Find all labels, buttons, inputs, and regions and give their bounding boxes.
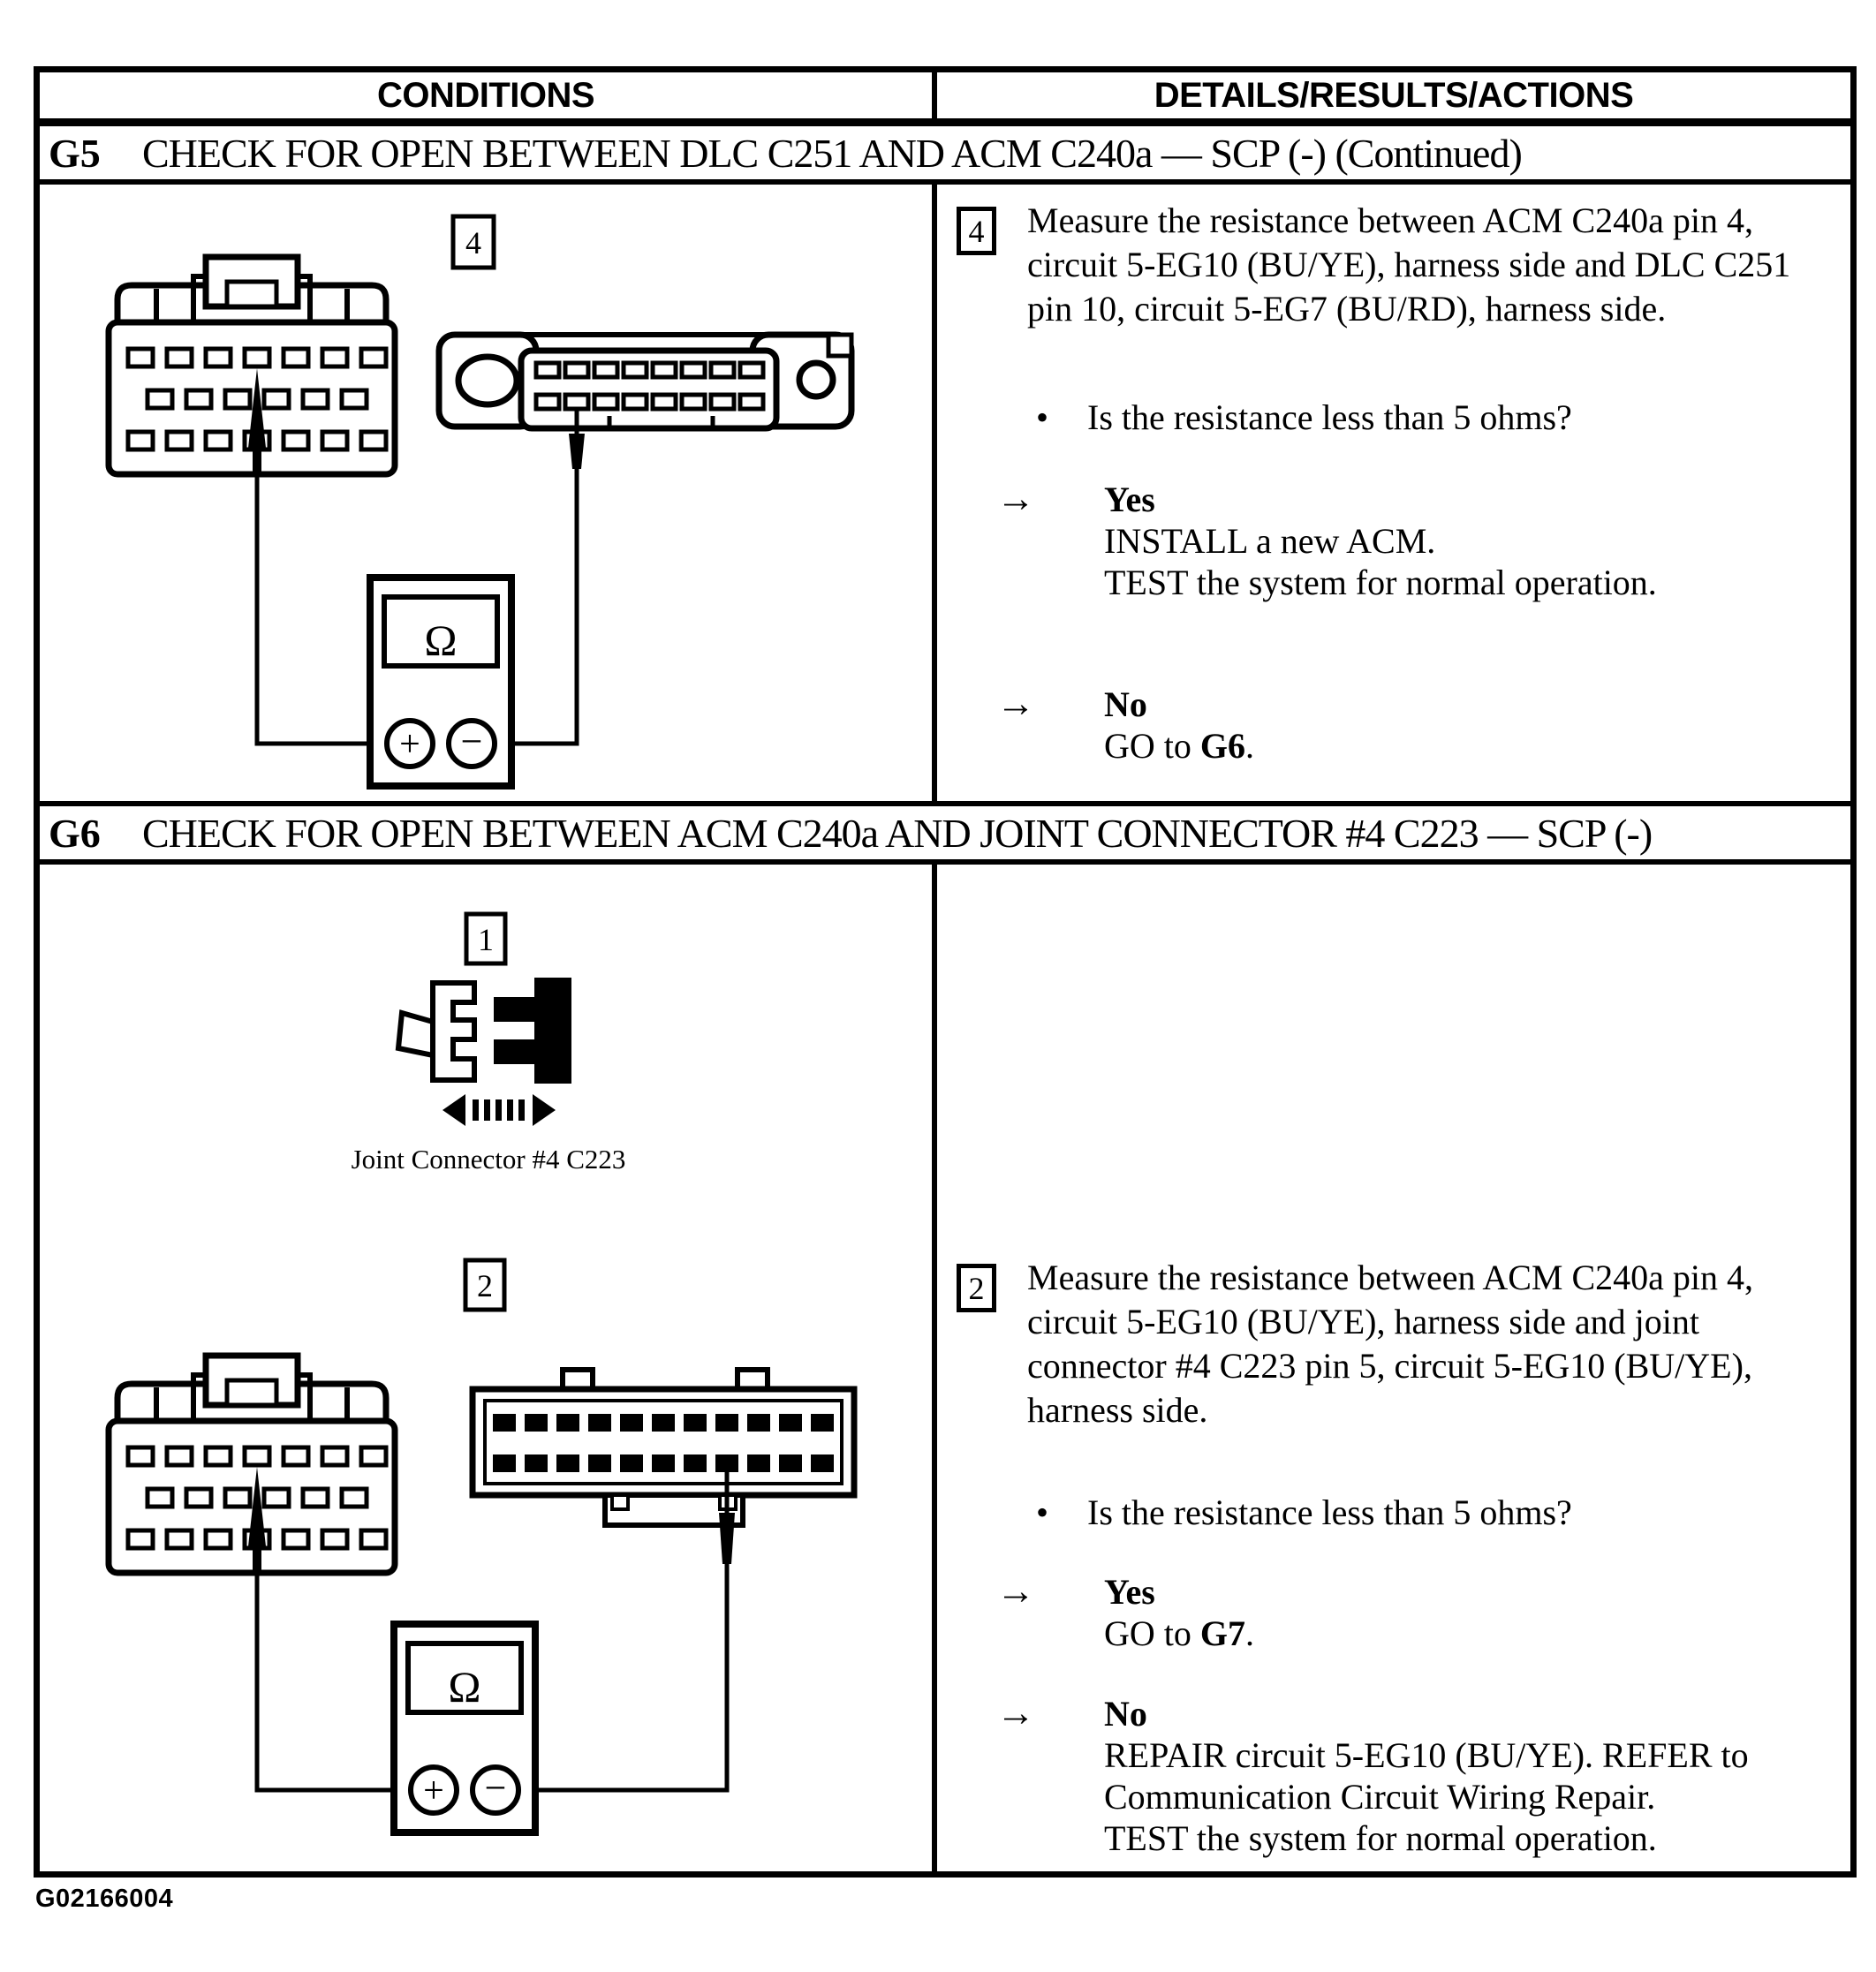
g6-yes-label: Yes	[1104, 1572, 1155, 1612]
arrow-right-icon: →	[996, 1569, 1035, 1613]
g5-conditions-cell	[40, 185, 932, 801]
g5-no-action-line: GO to G6.	[1104, 726, 1255, 766]
g5-step-text: Measure the resistance between ACM C240a pin 4, circuit 5-EG10 (BU/YE), harness side and DLC C251 pin 10, circuit 5-EG7 (BU/RD), harness side.	[1027, 200, 1791, 329]
g5-diagram-step-number: 4	[465, 225, 481, 261]
g6-wiring-diagram	[40, 865, 932, 1871]
g6-content-row	[40, 865, 1850, 1871]
joint-connector-icon	[398, 978, 571, 1126]
g5-go-to-target: G6	[1199, 726, 1246, 766]
joint-connector-caption: Joint Connector #4 C223	[351, 1144, 626, 1175]
g6-question-row	[1036, 1492, 1572, 1533]
g5-yes-action-line: INSTALL a new ACM.	[1104, 521, 1436, 561]
g6-no-branch	[996, 1693, 1749, 1859]
arrow-right-icon: →	[996, 682, 1035, 725]
g5-no-label: No	[1104, 684, 1147, 724]
arrow-right-icon: →	[996, 1691, 1035, 1734]
g6-diagram-step-box	[465, 1260, 504, 1310]
g5-yes-label: Yes	[1104, 480, 1155, 519]
g5-question-row	[1036, 397, 1572, 438]
bullet-icon: •	[1036, 397, 1049, 437]
g5-no-branch	[996, 684, 1254, 767]
g6-step-text: Measure the resistance between ACM C240a pin 4, circuit 5-EG10 (BU/YE), harness side and joint connector #4 C223 pin 5, circuit 5-EG10 (BU/YE), harness side.	[1027, 1258, 1754, 1430]
g6-no-label: No	[1104, 1694, 1147, 1734]
g6-yes-branch	[996, 1571, 1254, 1654]
g5-yes-action-line: TEST the system for normal operation.	[1104, 563, 1657, 602]
g5-test-id: G5	[49, 130, 101, 176]
table-header-row	[40, 72, 1850, 126]
g6-yes-action-line: GO to G7.	[1104, 1613, 1255, 1653]
g6-actions-cell	[932, 865, 1850, 1871]
acm-connector-diagram	[109, 1356, 395, 1573]
dlc-connector-diagram	[439, 335, 851, 469]
g6-test-title: CHECK FOR OPEN BETWEEN ACM C240a AND JOINT CONNECTOR #4 C223 — SCP (-)	[142, 810, 1653, 856]
g5-wiring-diagram	[40, 185, 932, 801]
g6-no-action-line: TEST the system for normal operation.	[1104, 1818, 1657, 1858]
g5-content-row	[40, 185, 1850, 806]
pinpoint-test-table	[34, 66, 1857, 1878]
figure-code: G02166004	[35, 1885, 174, 1913]
g6-title-row	[40, 806, 1850, 865]
dlc-left-eyelet	[458, 357, 517, 404]
joint-connector-diagram	[473, 1370, 854, 1564]
g6-step-number: 2	[968, 1270, 985, 1306]
g5-step-number-box	[957, 207, 996, 255]
g5-actions-cell	[932, 185, 1850, 801]
acm-connector-diagram	[109, 257, 395, 474]
g6-question: Is the resistance less than 5 ohms?	[1087, 1492, 1572, 1532]
details-results-actions-header: DETAILS/RESULTS/ACTIONS	[932, 72, 1850, 118]
g6-test-id: G6	[49, 810, 101, 856]
g6-conditions-cell	[40, 865, 932, 1871]
g6-joint-step-number: 1	[478, 922, 494, 957]
g6-go-to-target: G7	[1199, 1613, 1246, 1653]
dlc-right-eyelet	[799, 363, 833, 397]
g5-diagram-step-box	[453, 216, 494, 268]
disconnect-arrows-icon	[443, 1094, 556, 1126]
conditions-header: CONDITIONS	[376, 75, 595, 115]
g6-no-action-line: Communication Circuit Wiring Repair.	[1104, 1777, 1656, 1817]
ohmmeter-icon	[394, 1624, 535, 1832]
ohmmeter-icon	[370, 578, 511, 786]
bullet-icon: •	[1036, 1492, 1049, 1532]
g5-yes-branch	[996, 479, 1657, 603]
g5-title-row	[40, 126, 1850, 185]
g5-question: Is the resistance less than 5 ohms?	[1087, 397, 1572, 437]
g5-step-number: 4	[968, 213, 985, 249]
g6-diagram-step-number: 2	[477, 1268, 493, 1303]
arrow-right-icon: →	[996, 477, 1035, 520]
g6-step-number-box	[957, 1264, 996, 1312]
g6-joint-step-box	[466, 914, 505, 963]
g5-test-title: CHECK FOR OPEN BETWEEN DLC C251 AND ACM C240a — SCP (-) (Continued)	[142, 130, 1522, 176]
g6-no-action-line: REPAIR circuit 5-EG10 (BU/YE). REFER to	[1104, 1735, 1749, 1775]
